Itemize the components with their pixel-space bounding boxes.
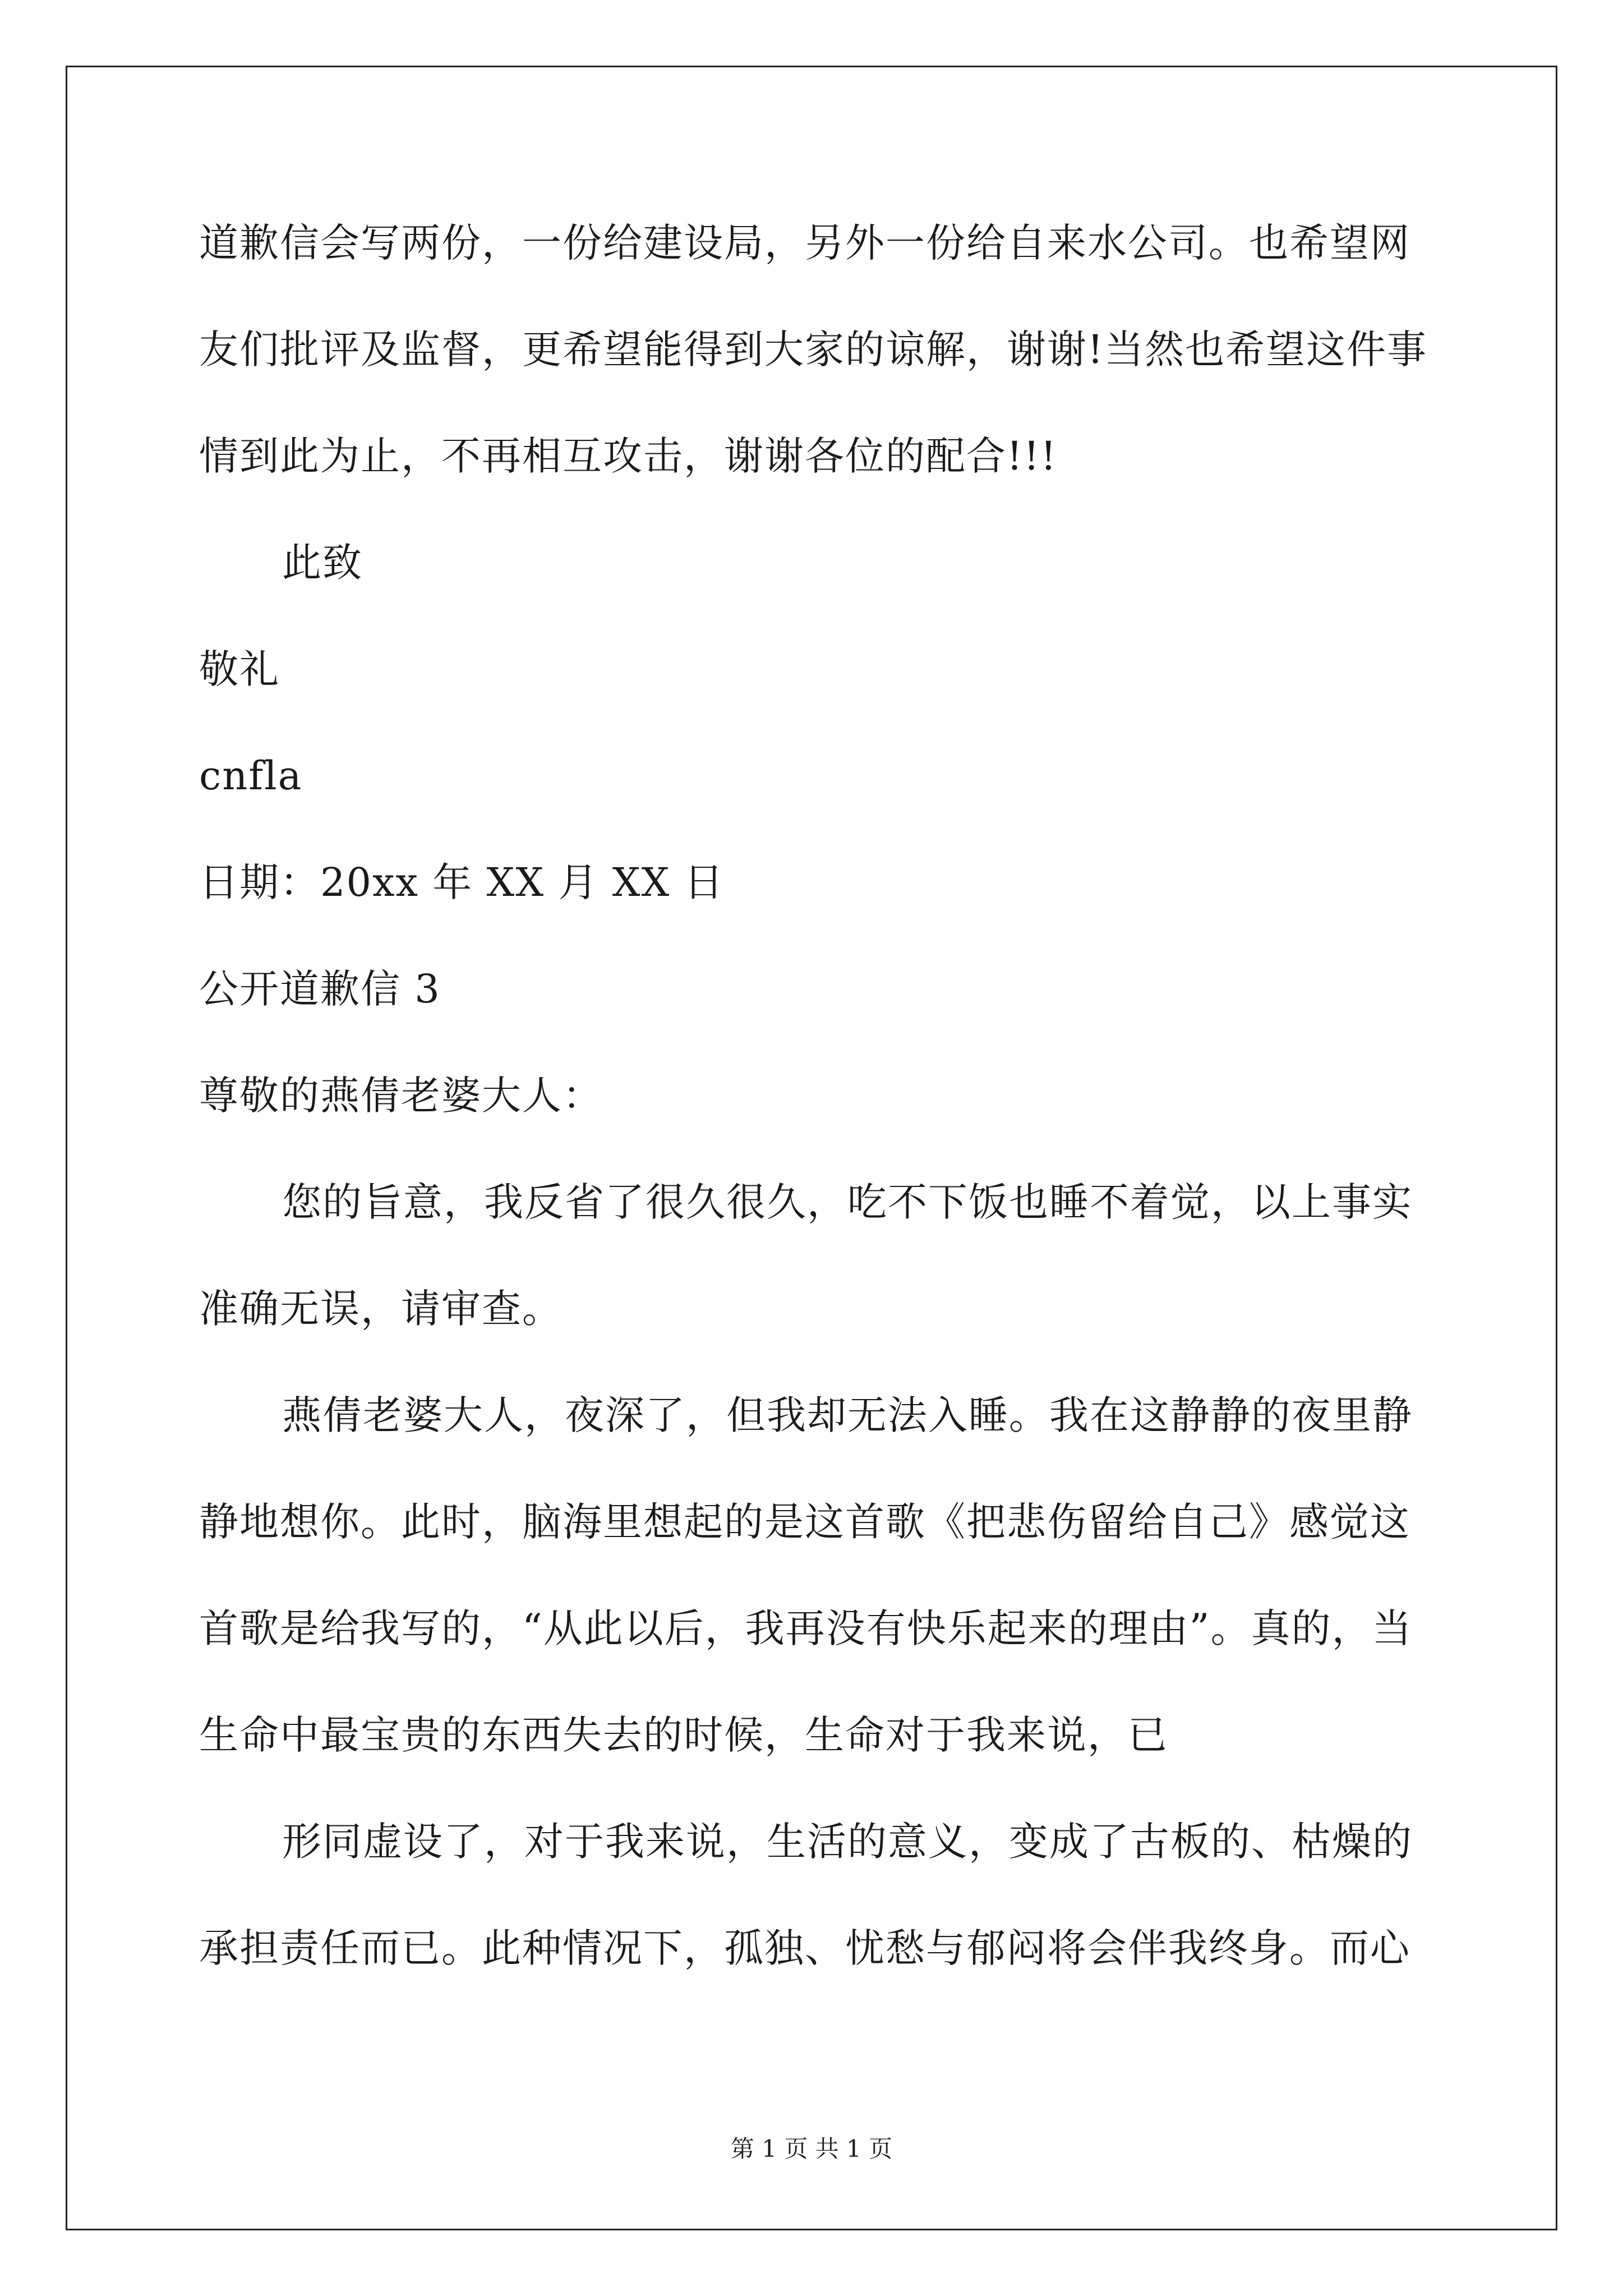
text-line: 您的旨意，我反省了很久很久，吃不下饭也睡不着觉，以上事实 [282, 1179, 1413, 1225]
text-line: 形同虚设了，对于我来说，生活的意义，变成了古板的、枯燥的 [282, 1819, 1413, 1865]
page-number-footer: 第 1 页 共 1 页 [730, 2135, 893, 2162]
text-line: 首歌是给我写的，“从此以后，我再没有快乐起来的理由”。真的，当 [199, 1605, 1413, 1651]
text-line: 燕倩老婆大人，夜深了，但我却无法入睡。我在这静静的夜里静 [282, 1392, 1413, 1438]
text-line: 生命中最宝贵的东西失去的时候，生命对于我来说，已 [199, 1712, 1168, 1758]
letter-greeting: 尊敬的燕倩老婆大人： [199, 1073, 603, 1119]
text-line: 友们批评及监督，更希望能得到大家的谅解，谢谢!当然也希望这件事 [199, 326, 1428, 372]
text-line: 情到此为止，不再相互攻击，谢谢各位的配合!!! [199, 433, 1058, 479]
text-line: 承担责任而已。此种情况下，孤独、忧愁与郁闷将会伴我终身。而心 [199, 1925, 1410, 1971]
text-line: 准确无误，请审查。 [199, 1286, 562, 1332]
closing-phrase: 此致 [282, 540, 363, 586]
signature: cnfla [199, 753, 303, 799]
text-line: 道歉信会写两份，一份给建设局，另外一份给自来水公司。也希望网 [199, 220, 1410, 266]
document-body [199, 220, 1428, 1971]
salutation-regards: 敬礼 [199, 646, 280, 692]
text-line: 静地想你。此时，脑海里想起的是这首歌《把悲伤留给自己》感觉这 [199, 1499, 1410, 1545]
date-line: 日期：20xx 年 XX 月 XX 日 [199, 859, 725, 905]
section-title: 公开道歉信 3 [199, 966, 441, 1012]
